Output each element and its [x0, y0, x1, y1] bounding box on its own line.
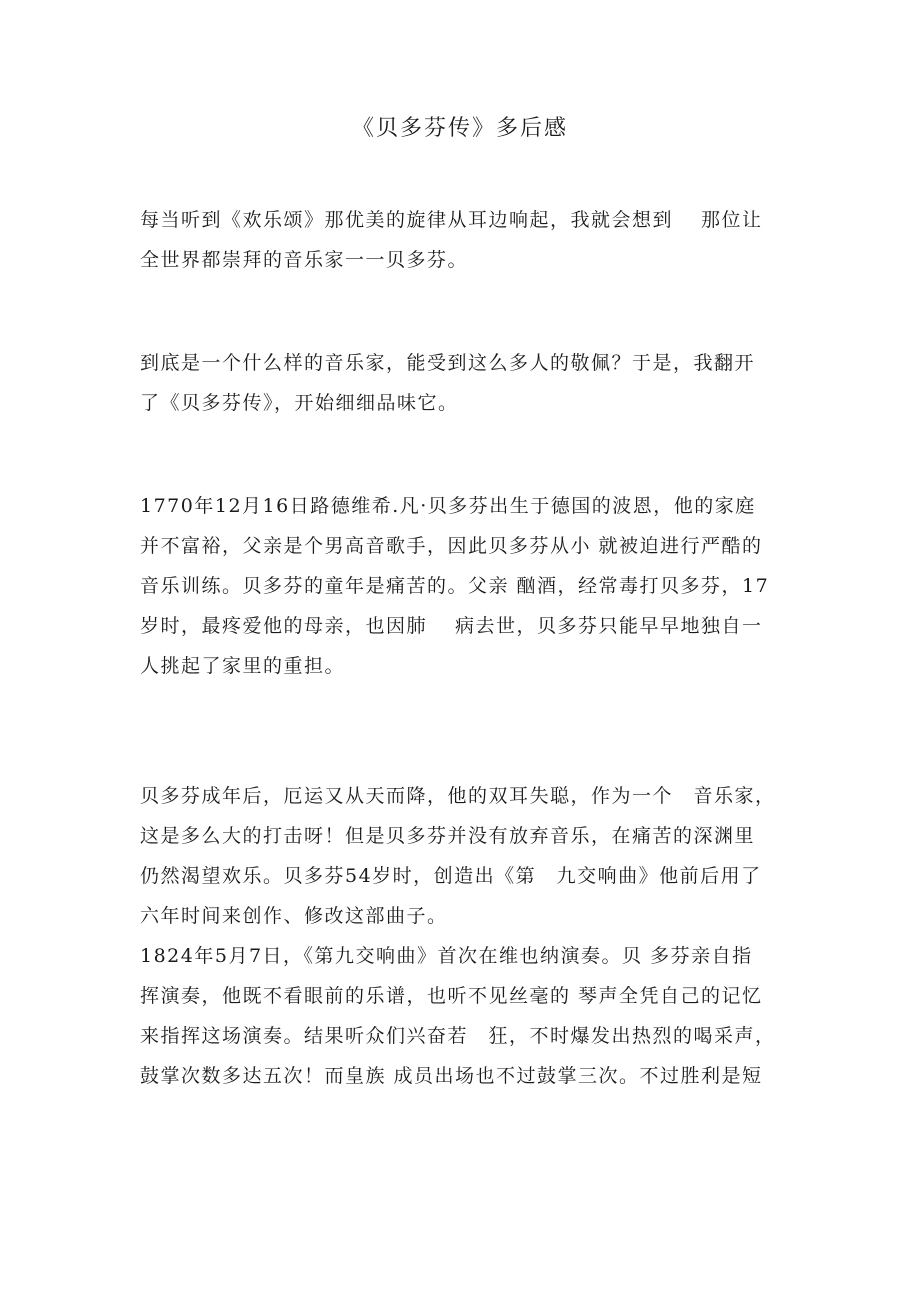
- paragraph-line: 每当听到《欢乐颂》那优美的旋律从耳边响起，我就会想到 那位让: [140, 209, 763, 231]
- paragraph-line: 人挑起了家里的重担。: [140, 655, 346, 677]
- paragraph-line: 全世界都崇拜的音乐家一一贝多芬。: [140, 249, 469, 271]
- paragraph-line: 1824年5月7日，《第九交响曲》首次在维也纳演奏。贝 多芬亲自指: [140, 945, 753, 967]
- paragraph-line: 贝多芬成年后，厄运又从天而降，他的双耳失聪，作为一个 音乐家，: [140, 785, 776, 807]
- paragraph-line: 这是多么大的打击呀！但是贝多芬并没有放弃音乐，在痛苦的深渊里: [140, 825, 756, 847]
- paragraph-line: 1770年12月16日路德维希.凡·贝多芬出生于德国的波恩，他的家庭: [140, 495, 756, 517]
- page-title: 《贝多芬传》多后感: [351, 116, 568, 141]
- paragraph-4: [140, 776, 800, 1096]
- paragraph-line: 岁时，最疼爱他的母亲，也因肺 病去世，贝多芬只能早早地独自一: [140, 615, 763, 637]
- paragraph-line: 了《贝多芬传》，开始细细品味它。: [140, 392, 459, 414]
- paragraph-line: 到底是一个什么样的音乐家，能受到这么多人的敬佩？于是，我翻开: [140, 352, 756, 374]
- paragraph-line: 音乐训练。贝多芬的童年是痛苦的。父亲 酗酒，经常毒打贝多芬，17: [140, 575, 770, 597]
- paragraph-1: [140, 200, 800, 280]
- paragraph-2: [140, 343, 800, 423]
- paragraph-line: 鼓掌次数多达五次！而皇族 成员出场也不过鼓掌三次。不过胜利是短: [140, 1065, 763, 1087]
- paragraph-line: 六年时间来创作、修改这部曲子。: [140, 905, 448, 927]
- paragraph-line: 仍然渴望欢乐。贝多芬54岁时，创造出《第 九交响曲》他前后用了: [140, 865, 762, 887]
- paragraph-line: 来指挥这场演奏。结果听众们兴奋若 狂，不时爆发出热烈的喝采声，: [140, 1025, 776, 1047]
- paragraph-line: 并不富裕，父亲是个男高音歌手，因此贝多芬从小 就被迫进行严酷的: [140, 535, 763, 557]
- paragraph-line: 挥演奏，他既不看眼前的乐谱，也听不见丝毫的 琴声全凭自己的记忆: [140, 985, 763, 1007]
- paragraph-3: [140, 486, 800, 686]
